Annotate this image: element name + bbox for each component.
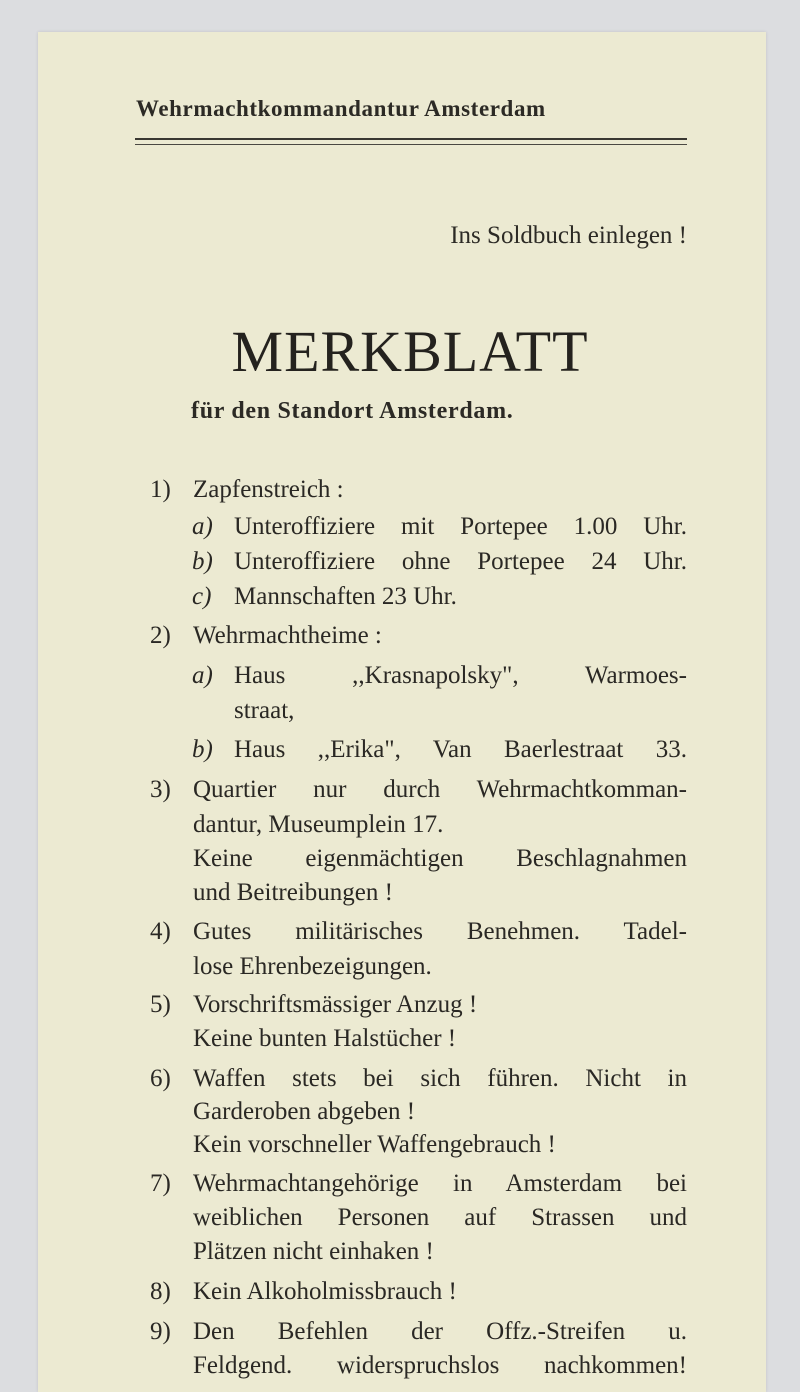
item-text: Kein vorschneller Waffengebrauch ! — [193, 1131, 556, 1158]
item-number: 7) — [150, 1170, 171, 1197]
item-text: Garderoben abgeben ! — [193, 1098, 416, 1125]
item-text: Gutes militärisches Benehmen. Tadel- — [193, 918, 687, 945]
sub-item-letter: b) — [192, 736, 213, 763]
item-text: und Beitreibungen ! — [193, 879, 393, 906]
item-text: lose Ehrenbezeigungen. — [193, 953, 432, 980]
sub-item-text: Unteroffiziere ohne Portepee 24 Uhr. — [234, 548, 687, 575]
document-subtitle: für den Standort Amsterdam. — [191, 398, 514, 424]
item-number: 9) — [150, 1318, 171, 1345]
sub-item-text: straat, — [234, 697, 295, 724]
issuer-heading: Wehrmachtkommandantur Amsterdam — [136, 96, 546, 121]
item-text: Feldgend. widerspruchslos nachkommen! — [193, 1352, 687, 1379]
item-number: 5) — [150, 991, 171, 1018]
sub-item-letter: b) — [192, 548, 213, 575]
item-text: Wehrmachtangehörige in Amsterdam bei — [193, 1170, 687, 1197]
sub-item-letter: a) — [192, 513, 213, 540]
item-text: Keine eigenmächtigen Beschlagnahmen — [193, 845, 687, 872]
header-rule-top — [135, 138, 687, 140]
item-text: Waffen stets bei sich führen. Nicht in — [193, 1065, 687, 1092]
item-text: Plätzen nicht einhaken ! — [193, 1238, 434, 1265]
item-number: 3) — [150, 776, 171, 803]
sub-item-letter: c) — [192, 583, 212, 610]
item-text: weiblichen Personen auf Strassen und — [193, 1204, 687, 1231]
item-text: dantur, Museumplein 17. — [193, 811, 444, 838]
item-text: Wehrmachtheime : — [193, 622, 382, 649]
item-number: 8) — [150, 1278, 171, 1305]
item-text: Zapfenstreich : — [193, 476, 344, 503]
sub-item-text: Haus ,,Erika", Van Baerlestraat 33. — [234, 736, 687, 763]
item-number: 2) — [150, 622, 171, 649]
item-text: Kein Alkoholmissbrauch ! — [193, 1278, 457, 1305]
sub-item-text: Unteroffiziere mit Portepee 1.00 Uhr. — [234, 513, 687, 540]
sub-item-letter: a) — [192, 662, 213, 689]
item-number: 4) — [150, 918, 171, 945]
item-text: Keine bunten Halstücher ! — [193, 1025, 457, 1052]
document-title: MERKBLATT — [231, 319, 589, 384]
instruction-note: Ins Soldbuch einlegen ! — [450, 222, 687, 249]
item-number: 6) — [150, 1065, 171, 1092]
item-text: Den Befehlen der Offz.-Streifen u. — [193, 1318, 687, 1345]
item-text: Vorschriftsmässiger Anzug ! — [193, 991, 478, 1018]
sub-item-text: Mannschaften 23 Uhr. — [234, 583, 457, 610]
item-number: 1) — [150, 476, 171, 503]
sub-item-text: Haus ,,Krasnapolsky", Warmoes- — [234, 662, 687, 689]
header-rule-bottom — [135, 144, 687, 145]
item-text: Quartier nur durch Wehrmachtkomman- — [193, 776, 687, 803]
